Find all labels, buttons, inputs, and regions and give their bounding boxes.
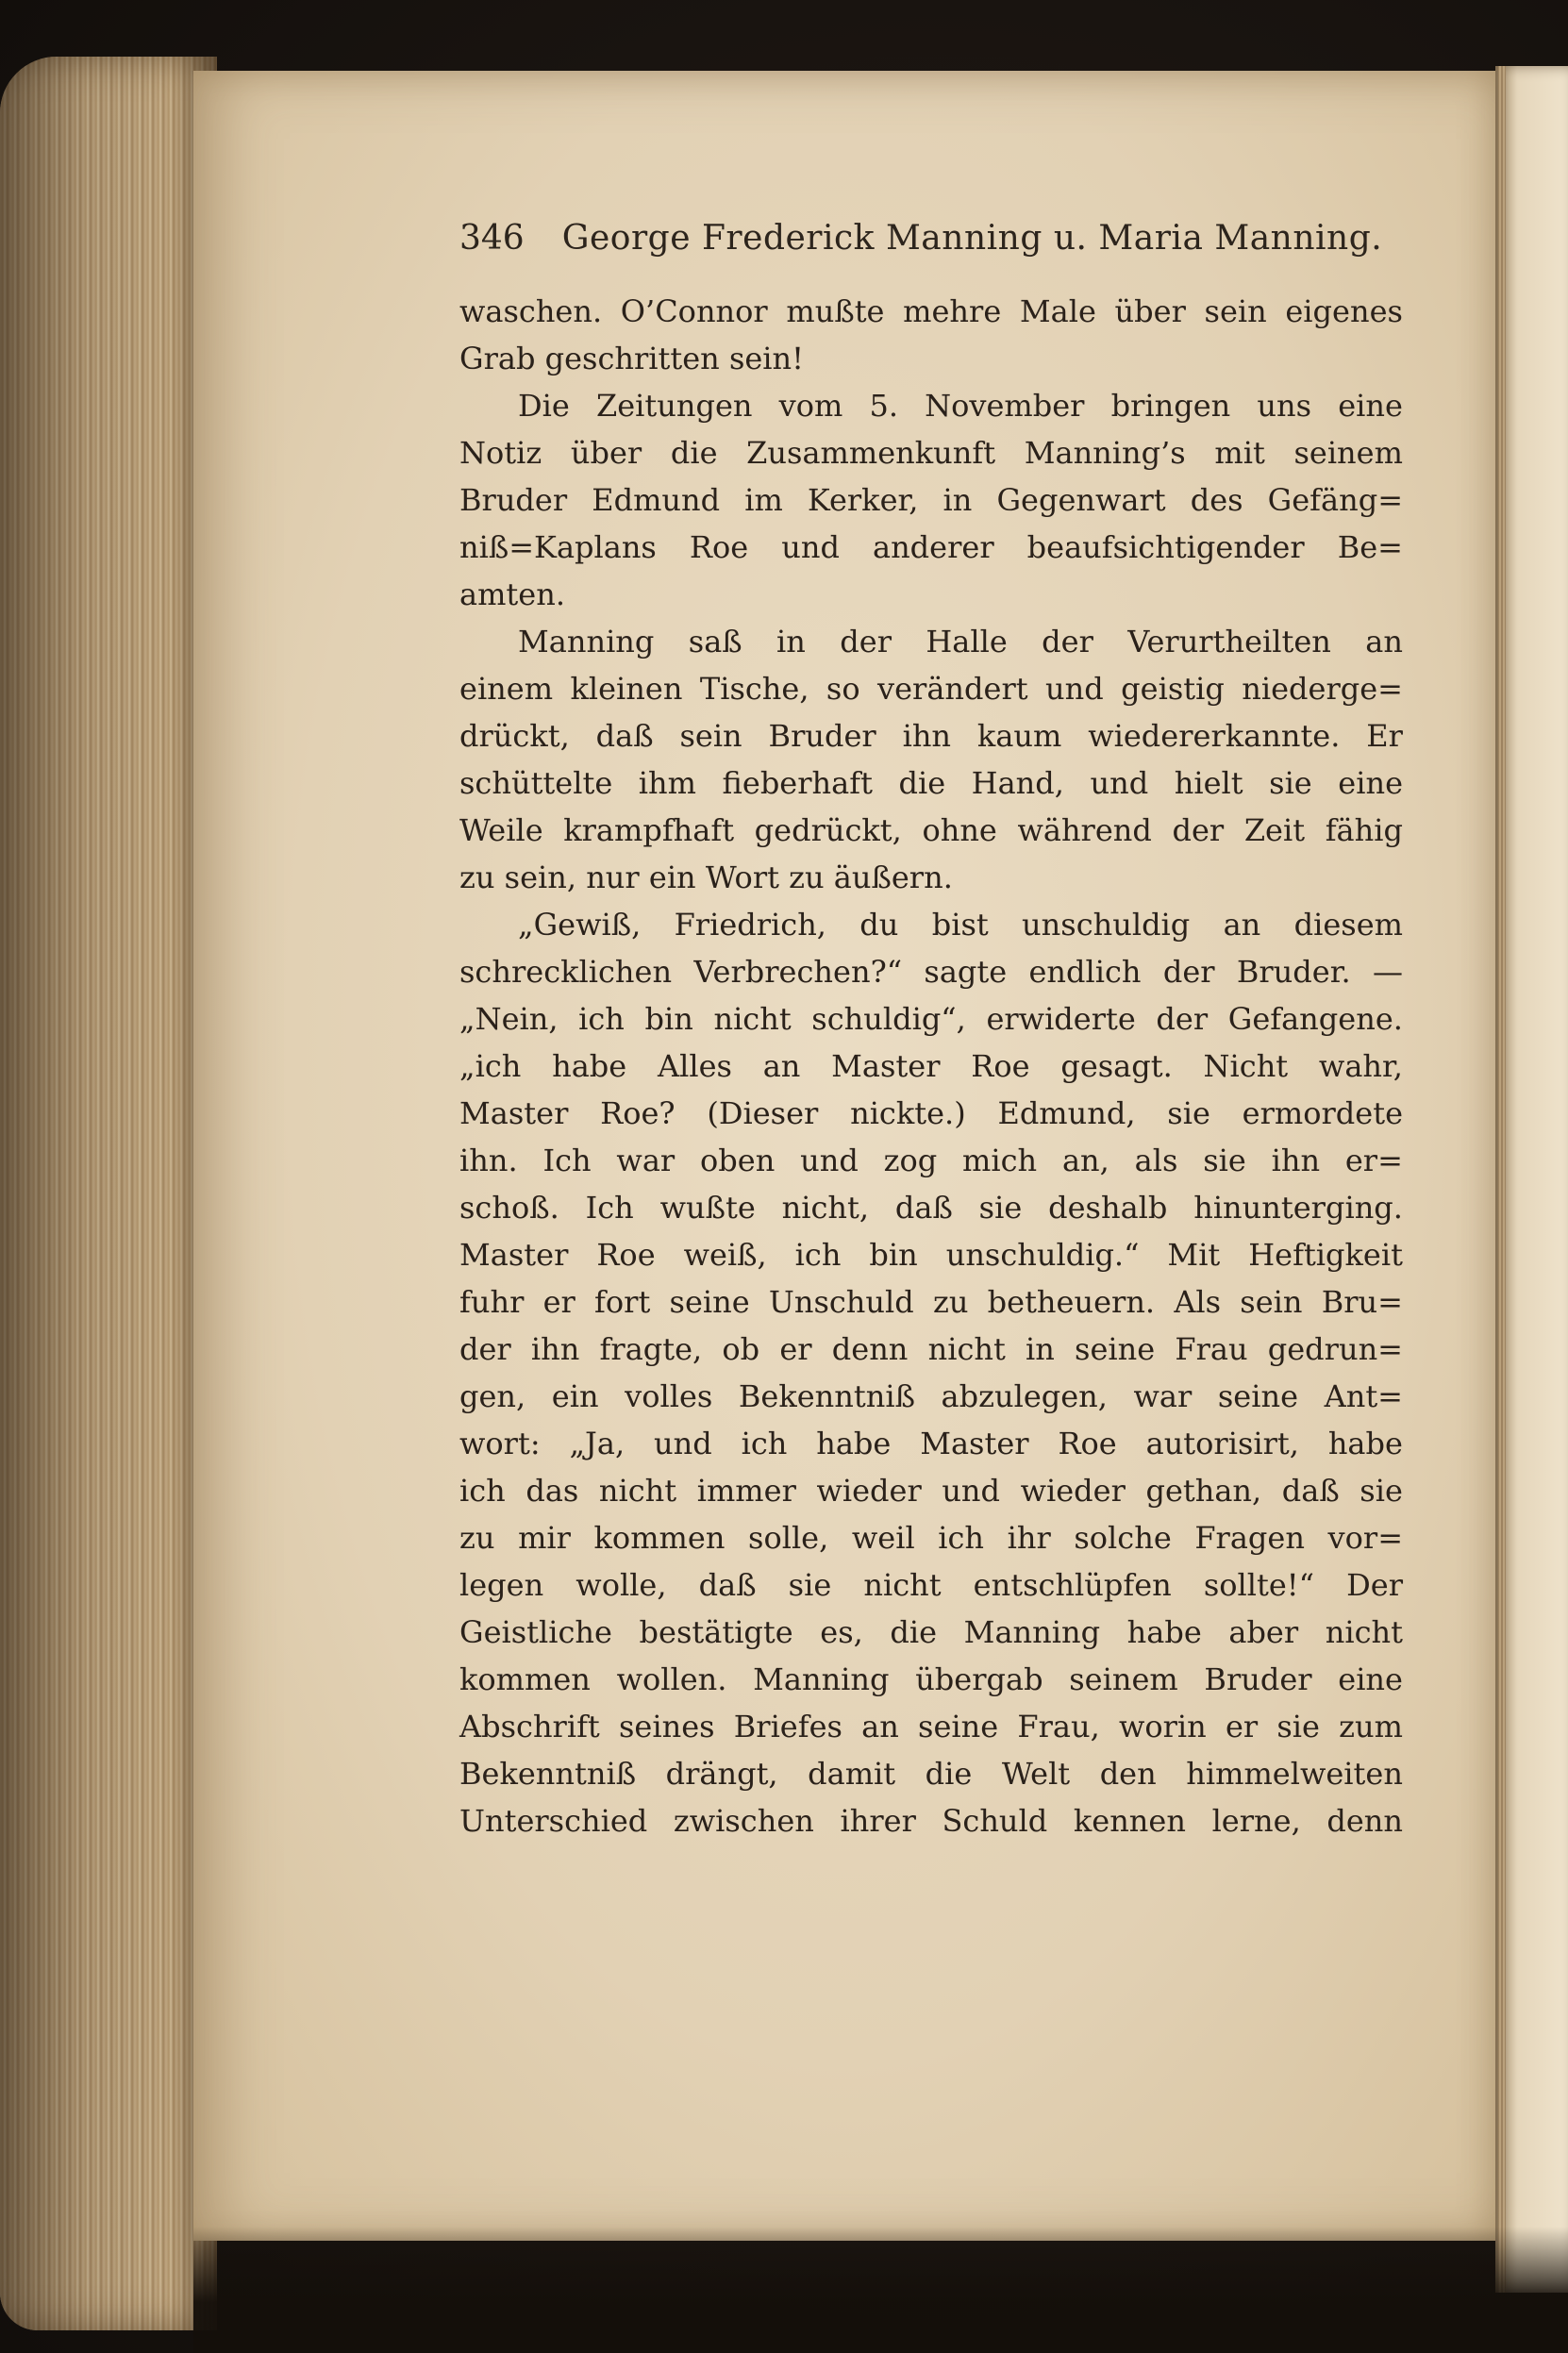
running-title: George Frederick Manning u. Maria Manning.	[561, 218, 1383, 258]
text-line: „ich habe Alles an Master Roe gesagt. Nicht wahr,	[459, 1048, 1403, 1084]
text-line: fuhr er fort seine Unschuld zu betheuern. Als sein Bru=	[459, 1284, 1403, 1320]
text-line: Unterschied zwischen ihrer Schuld kennen lerne, denn	[459, 1803, 1403, 1839]
text-line: drückt, daß sein Bruder ihn kaum wiedererkannte. Er	[459, 718, 1403, 754]
text-line: „Nein, ich bin nicht schuldig“, erwiderte der Gefangene.	[459, 1001, 1403, 1037]
text-line: wort: „Ja, und ich habe Master Roe autorisirt, habe	[459, 1426, 1403, 1461]
text-line: schoß. Ich wußte nicht, daß sie deshalb hinunterging.	[459, 1190, 1403, 1226]
text-line: Bruder Edmund im Kerker, in Gegenwart des Gefäng=	[459, 482, 1403, 518]
text-line: schüttelte ihm fieberhaft die Hand, und hielt sie eine	[459, 765, 1403, 801]
text-line: kommen wollen. Manning übergab seinem Bruder eine	[459, 1661, 1403, 1697]
text-line: zu sein, nur ein Wort zu äußern.	[459, 859, 953, 895]
text-line: gen, ein volles Bekenntniß abzulegen, war seine Ant=	[459, 1378, 1403, 1414]
body-text	[459, 288, 1403, 1844]
text-line: Master Roe? (Dieser nickte.) Edmund, sie ermordete	[459, 1095, 1403, 1131]
text-line: legen wolle, daß sie nicht entschlüpfen sollte!“ Der	[459, 1567, 1403, 1603]
text-line: einem kleinen Tische, so verändert und geistig niederge=	[459, 671, 1403, 707]
text-line: amten.	[459, 576, 565, 612]
facing-page-sliver	[1495, 66, 1568, 2293]
text-line: Grab geschritten sein!	[459, 341, 804, 376]
text-line: niß=Kaplans Roe und anderer beaufsichtigender Be=	[459, 529, 1403, 565]
text-line: Master Roe weiß, ich bin unschuldig.“ Mit Heftigkeit	[459, 1237, 1403, 1273]
text-line: Die Zeitungen vom 5. November bringen uns eine	[518, 388, 1403, 424]
text-line: schrecklichen Verbrechen?“ sagte endlich der Bruder. —	[459, 954, 1403, 990]
text-line: ich das nicht immer wieder und wieder gethan, daß sie	[459, 1473, 1403, 1509]
running-header	[459, 209, 1383, 266]
text-line: Manning saß in der Halle der Verurtheilten an	[518, 624, 1403, 659]
text-line: waschen. O’Connor mußte mehre Male über sein eigenes	[459, 293, 1403, 329]
text-line: Geistliche bestätigte es, die Manning habe aber nicht	[459, 1614, 1403, 1650]
text-line: Weile krampfhaft gedrückt, ohne während der Zeit fähig	[459, 812, 1403, 848]
text-line: der ihn fragte, ob er denn nicht in seine Frau gedrun=	[459, 1331, 1403, 1367]
facing-page-edge	[1498, 66, 1506, 2293]
text-line: Bekenntniß drängt, damit die Welt den himmelweiten	[459, 1756, 1403, 1792]
text-line: Notiz über die Zusammenkunft Manning’s mit seinem	[459, 435, 1403, 471]
text-line: Abschrift seines Briefes an seine Frau, worin er sie zum	[459, 1709, 1403, 1744]
page-edges-shadow	[0, 57, 217, 2330]
bottom-shadow	[193, 2227, 1568, 2353]
page-number: 346	[459, 218, 525, 258]
text-line: „Gewiß, Friedrich, du bist unschuldig an diesem	[518, 907, 1403, 943]
text-line: ihn. Ich war oben und zog mich an, als sie ihn er=	[459, 1143, 1403, 1178]
text-line: zu mir kommen solle, weil ich ihr solche Fragen vor=	[459, 1520, 1403, 1556]
